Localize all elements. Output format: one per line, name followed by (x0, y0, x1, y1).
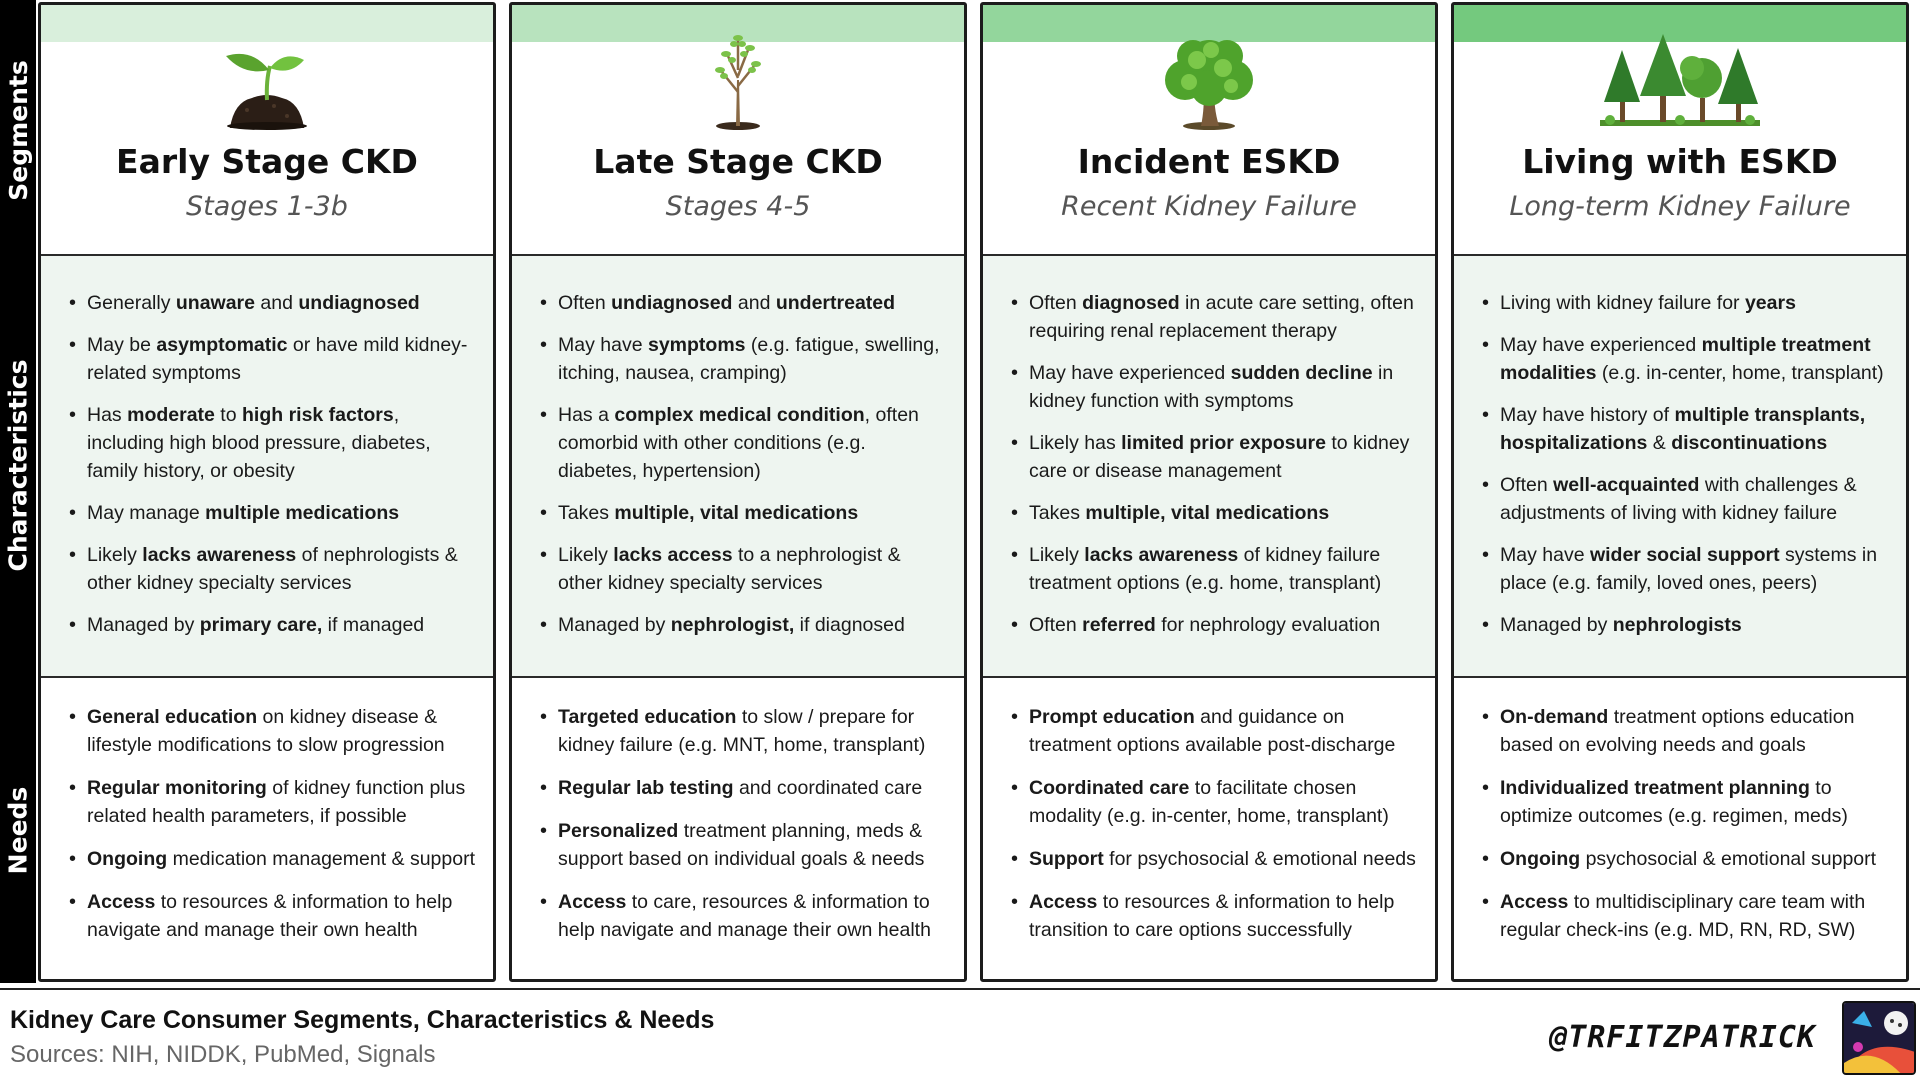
row-label-segments: Segments (3, 59, 33, 201)
segment-column-late-stage-ckd (509, 2, 967, 982)
need-item: • Access to care, resources & information to help navigate and manage their own health (540, 888, 950, 944)
author-handle: @TRFITZPATRICK (1549, 1020, 1816, 1055)
characteristics-section (1454, 256, 1906, 678)
characteristic-item: • Living with kidney failure for years (1482, 289, 1892, 317)
characteristic-item: • May have experienced sudden decline in kidney function with symptoms (1011, 359, 1421, 415)
need-item: • Prompt education and guidance on treatment options available post-discharge (1011, 703, 1421, 759)
characteristics-section (41, 256, 493, 678)
segment-title: Late Stage CKD (593, 142, 883, 181)
segment-subtitle: Stages 1-3b (186, 191, 348, 222)
need-item: • Personalized treatment planning, meds & support based on individual goals & needs (540, 817, 950, 873)
characteristic-item: • Has a complex medical condition, often comorbid with other conditions (e.g. diabetes, hypertension) (540, 401, 950, 485)
segment-title: Incident ESKD (1077, 142, 1341, 181)
segment-header (983, 42, 1435, 256)
characteristic-item: • Likely lacks awareness of kidney failure treatment options (e.g. home, transplant) (1011, 541, 1421, 597)
characteristic-item: • May have history of multiple transplants, hospitalizations & discontinuations (1482, 401, 1892, 457)
segment-subtitle: Recent Kidney Failure (1061, 191, 1357, 222)
needs-section (41, 678, 493, 944)
characteristic-item: • Has moderate to high risk factors, including high blood pressure, diabetes, family history, or obesity (69, 401, 479, 485)
needs-section (512, 678, 964, 944)
segment-title: Living with ESKD (1522, 142, 1838, 181)
avatar-icon (1842, 1001, 1916, 1075)
characteristic-item: • Managed by nephrologists (1482, 611, 1892, 639)
need-item: • General education on kidney disease & lifestyle modifications to slow progression (69, 703, 479, 759)
needs-section (1454, 678, 1906, 944)
segment-header (512, 42, 964, 256)
needs-section (983, 678, 1435, 944)
need-item: • Ongoing psychosocial & emotional support (1482, 845, 1892, 873)
need-item: • Regular lab testing and coordinated care (540, 774, 950, 802)
segment-header (1454, 42, 1906, 256)
characteristic-item: • Managed by primary care, if managed (69, 611, 479, 639)
characteristic-item: • Often referred for nephrology evaluation (1011, 611, 1421, 639)
characteristic-item: • May manage multiple medications (69, 499, 479, 527)
characteristics-section (983, 256, 1435, 678)
characteristic-item: • May have symptoms (e.g. fatigue, swelling, itching, nausea, cramping) (540, 331, 950, 387)
characteristic-item: • May have experienced multiple treatment modalities (e.g. in-center, home, transplant) (1482, 331, 1892, 387)
footer-divider (0, 988, 1920, 990)
characteristic-item: • Often undiagnosed and undertreated (540, 289, 950, 317)
characteristic-item: • Takes multiple, vital medications (540, 499, 950, 527)
segment-header (41, 42, 493, 256)
characteristic-item: • Often well-acquainted with challenges & adjustments of living with kidney failure (1482, 471, 1892, 527)
segment-title: Early Stage CKD (116, 142, 418, 181)
need-item: • Support for psychosocial & emotional needs (1011, 845, 1421, 873)
segment-subtitle: Stages 4-5 (665, 191, 811, 222)
need-item: • On-demand treatment options education based on evolving needs and goals (1482, 703, 1892, 759)
characteristic-item: • Likely lacks awareness of nephrologists & other kidney specialty services (69, 541, 479, 597)
need-item: • Access to multidisciplinary care team with regular check-ins (e.g. MD, RN, RD, SW) (1482, 888, 1892, 944)
footer-title: Kidney Care Consumer Segments, Characteristics & Needs (10, 1006, 715, 1034)
characteristic-item: • Generally unaware and undiagnosed (69, 289, 479, 317)
characteristic-item: • May be asymptomatic or have mild kidney-related symptoms (69, 331, 479, 387)
forest-icon (1454, 44, 1906, 130)
need-item: • Targeted education to slow / prepare for kidney failure (e.g. MNT, home, transplant) (540, 703, 950, 759)
column-color-band (41, 5, 493, 42)
segment-subtitle: Long-term Kidney Failure (1509, 191, 1851, 222)
need-item: • Ongoing medication management & support (69, 845, 479, 873)
need-item: • Coordinated care to facilitate chosen modality (e.g. in-center, home, transplant) (1011, 774, 1421, 830)
row-label-needs: Needs (3, 786, 33, 874)
sprout-icon (41, 44, 493, 130)
footer-sources: Sources: NIH, NIDDK, PubMed, Signals (10, 1041, 436, 1068)
segment-column-early-stage-ckd (38, 2, 496, 982)
characteristic-item: • May have wider social support systems in place (e.g. family, loved ones, peers) (1482, 541, 1892, 597)
characteristic-item: • Managed by nephrologist, if diagnosed (540, 611, 950, 639)
need-item: • Individualized treatment planning to optimize outcomes (e.g. regimen, meds) (1482, 774, 1892, 830)
sapling-icon (512, 44, 964, 130)
characteristic-item: • Likely lacks access to a nephrologist & other kidney specialty services (540, 541, 950, 597)
characteristic-item: • Takes multiple, vital medications (1011, 499, 1421, 527)
row-label-characteristics: Characteristics (3, 359, 33, 571)
characteristic-item: • Likely has limited prior exposure to kidney care or disease management (1011, 429, 1421, 485)
need-item: • Access to resources & information to help transition to care options successfully (1011, 888, 1421, 944)
characteristics-section (512, 256, 964, 678)
need-item: • Regular monitoring of kidney function plus related health parameters, if possible (69, 774, 479, 830)
segment-column-incident-eskd (980, 2, 1438, 982)
characteristic-item: • Often diagnosed in acute care setting, often requiring renal replacement therapy (1011, 289, 1421, 345)
segment-column-living-with-eskd (1451, 2, 1909, 982)
need-item: • Access to resources & information to help navigate and manage their own health (69, 888, 479, 944)
tree-icon (983, 44, 1435, 130)
